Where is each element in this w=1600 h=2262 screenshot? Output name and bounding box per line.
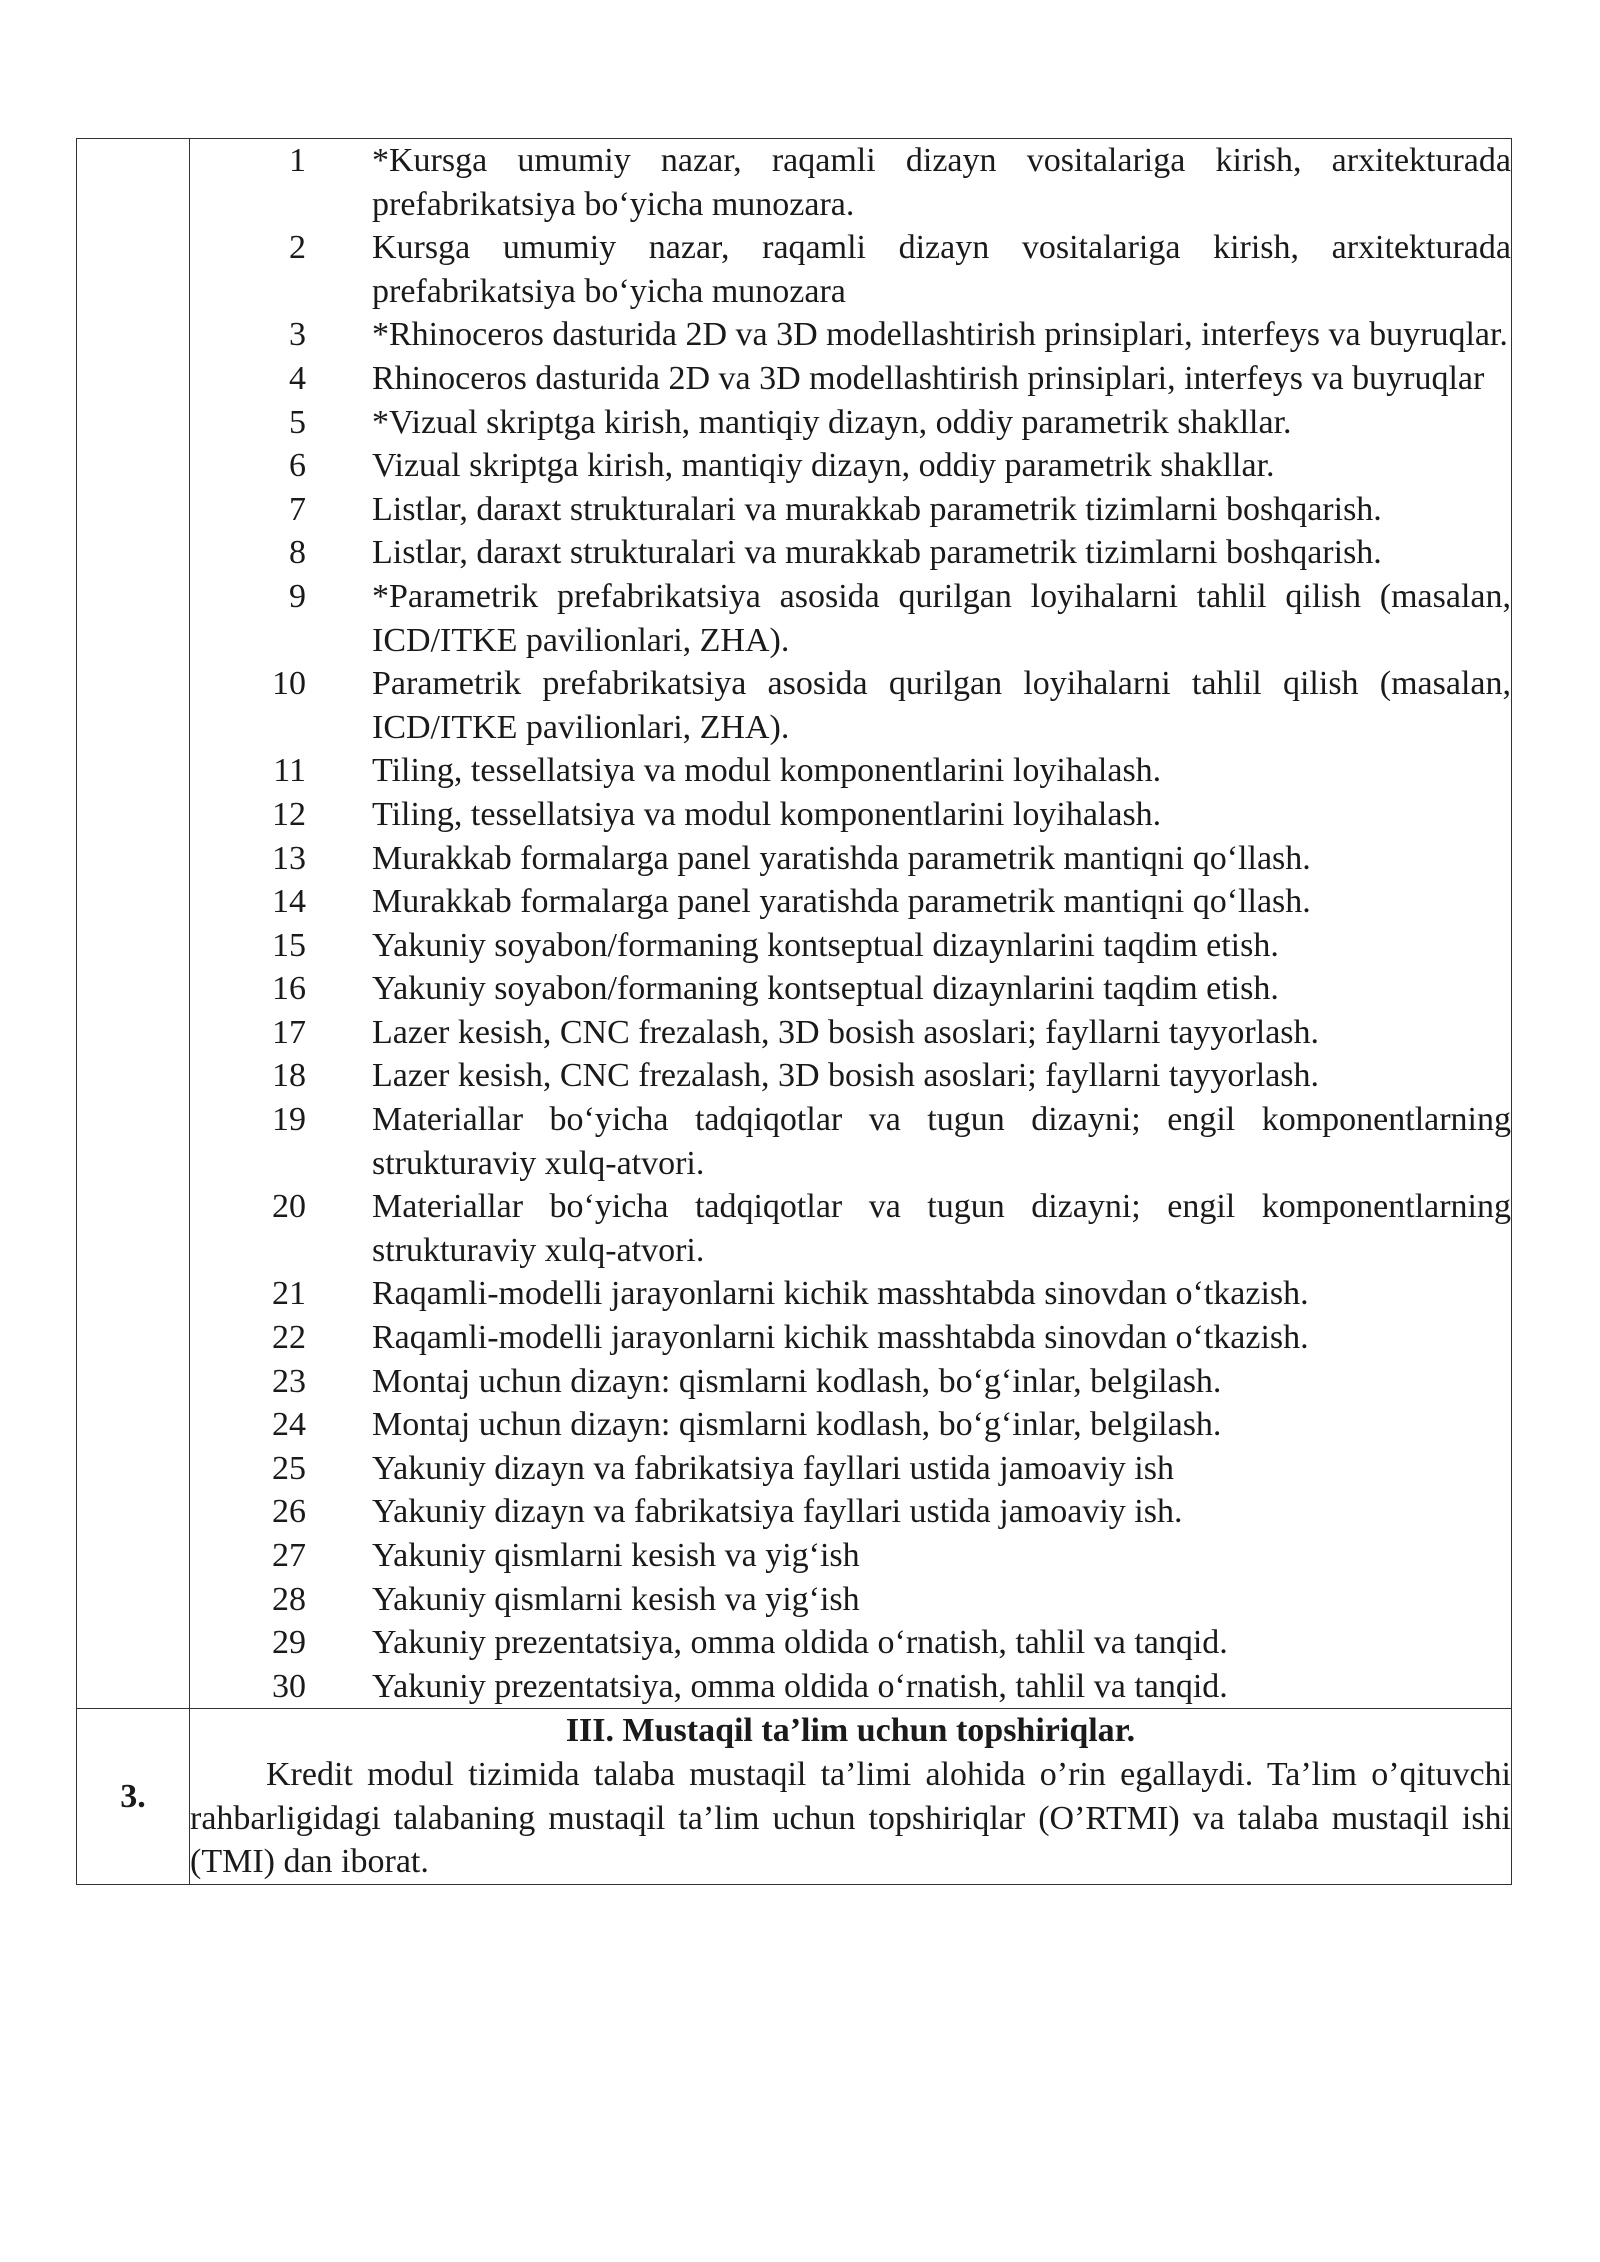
topic-row: [190, 662, 1511, 749]
topic-number: 5: [289, 403, 306, 441]
topic-row: [190, 749, 1511, 793]
topic-text: Yakuniy qismlarni kesish va yig‘ish: [372, 1537, 860, 1574]
topic-row: [190, 1098, 1511, 1185]
topic-row: [190, 1185, 1511, 1272]
section-paragraph: Kredit modul tizimida talaba mustaqil ta’limi alohida o’rin egallaydi. Ta’lim o’qituvchi rahbarligidagi talabaning mustaqil ta’lim uchun topshiriqlar (O’RTMI) va talaba mustaqil ishi (TMI) dan iborat.: [190, 1755, 1511, 1881]
topics-table-row: [77, 139, 1512, 1709]
topic-number: 16: [272, 970, 306, 1008]
topic-text: Yakuniy qismlarni kesish va yig‘ish: [372, 1580, 860, 1618]
topic-text: Yakuniy soyabon/formaning kontseptual dizaynlarini taqdim etish.: [372, 926, 1279, 964]
topic-text: Yakuniy dizayn va fabrikatsiya fayllari ustida jamoaviy ish.: [372, 1493, 1183, 1531]
topic-number: 14: [272, 883, 306, 921]
topic-row: [190, 226, 1511, 313]
topic-row: [190, 1360, 1511, 1404]
section-number: 3.: [77, 1709, 190, 1884]
topic-number: 3: [289, 316, 306, 354]
topic-number: 30: [272, 1667, 306, 1705]
section-3-row: [77, 1709, 1512, 1884]
topic-row: [190, 967, 1511, 1011]
topic-row: [190, 575, 1511, 662]
topic-number: 10: [272, 665, 306, 703]
topic-number: 8: [289, 534, 306, 572]
topic-number: 17: [272, 1013, 306, 1051]
topic-row: [190, 1447, 1511, 1491]
topic-row: [190, 401, 1511, 445]
topic-row: [190, 1272, 1511, 1316]
topic-text: Parametrik prefabrikatsiya asosida qurilgan loyihalarni tahlil qilish (masalan, ICD/ITKE pavilionlari, ZHA).: [372, 665, 1511, 746]
topic-text: Kursga umumiy nazar, raqamli dizayn vositalariga kirish, arxitekturada prefabrikatsiya bo‘yicha munozara: [372, 229, 1511, 310]
syllabus-table: [76, 138, 1512, 1885]
topic-row: [190, 1621, 1511, 1665]
topic-row: [190, 444, 1511, 488]
topic-row: [190, 837, 1511, 881]
topic-number: 1: [289, 142, 306, 179]
topic-row: [190, 793, 1511, 837]
topic-number: 27: [272, 1537, 306, 1574]
topic-number: 11: [273, 752, 306, 790]
topic-text: *Vizual skriptga kirish, mantiqiy dizayn, oddiy parametrik shakllar.: [372, 403, 1292, 441]
topic-text: Murakkab formalarga panel yaratishda parametrik mantiqni qo‘llash.: [372, 883, 1311, 921]
topic-number: 12: [272, 795, 306, 833]
empty-number-cell: [77, 139, 190, 1709]
topic-text: Vizual skriptga kirish, mantiqiy dizayn, oddiy parametrik shakllar.: [372, 447, 1275, 485]
topic-text: Tiling, tessellatsiya va modul komponentlarini loyihalash.: [372, 752, 1162, 790]
topic-text: Montaj uchun dizayn: qismlarni kodlash, bo‘g‘inlar, belgilash.: [372, 1406, 1222, 1444]
topic-number: 22: [272, 1319, 306, 1357]
topic-text: Murakkab formalarga panel yaratishda parametrik mantiqni qo‘llash.: [372, 839, 1311, 877]
topic-row: [190, 313, 1511, 357]
topic-row: [190, 1316, 1511, 1360]
topic-text: Yakuniy prezentatsiya, omma oldida o‘rnatish, tahlil va tanqid.: [372, 1667, 1228, 1705]
topic-text: Materiallar bo‘yicha tadqiqotlar va tugun dizayni; engil komponentlarning strukturaviy xulq-atvori.: [372, 1101, 1511, 1182]
topic-text: Yakuniy soyabon/formaning kontseptual dizaynlarini taqdim etish.: [372, 970, 1279, 1008]
topic-number: 26: [272, 1493, 306, 1531]
topic-text: Listlar, daraxt strukturalari va murakkab parametrik tizimlarni boshqarish.: [372, 490, 1382, 528]
topics-cell: [190, 139, 1512, 1709]
topic-row: [190, 531, 1511, 575]
topic-number: 6: [289, 447, 306, 485]
topic-text: Yakuniy dizayn va fabrikatsiya fayllari ustida jamoaviy ish: [372, 1449, 1174, 1487]
topic-number: 2: [289, 229, 306, 267]
topic-text: Materiallar bo‘yicha tadqiqotlar va tugun dizayni; engil komponentlarning strukturaviy xulq-atvori.: [372, 1188, 1511, 1269]
topic-number: 23: [272, 1362, 306, 1400]
topic-number: 20: [272, 1188, 306, 1226]
topic-row: [190, 357, 1511, 401]
topic-number: 9: [289, 577, 306, 615]
topic-row: [190, 924, 1511, 968]
topic-text: Raqamli-modelli jarayonlarni kichik masshtabda sinovdan o‘tkazish.: [372, 1275, 1309, 1313]
topic-number: 4: [289, 359, 306, 397]
topic-text: *Kursga umumiy nazar, raqamli dizayn vositalariga kirish, arxitekturada prefabrikatsiya bo‘yicha munozara.: [372, 142, 1511, 223]
topic-number: 21: [272, 1275, 306, 1313]
topic-text: *Rhinoceros dasturida 2D va 3D modellashtirish prinsiplari, interfeys va buyruqlar.: [372, 316, 1508, 354]
topic-row: [190, 139, 1511, 226]
topic-list: [190, 139, 1511, 1708]
section-3-content: [190, 1709, 1512, 1884]
topic-text: Montaj uchun dizayn: qismlarni kodlash, bo‘g‘inlar, belgilash.: [372, 1362, 1222, 1400]
topic-row: [190, 1665, 1511, 1709]
topic-text: Tiling, tessellatsiya va modul komponentlarini loyihalash.: [372, 795, 1162, 833]
topic-row: [190, 1403, 1511, 1447]
topic-text: Rhinoceros dasturida 2D va 3D modellashtirish prinsiplari, interfeys va buyruqlar: [372, 359, 1485, 397]
topic-number: 19: [272, 1101, 306, 1139]
topic-text: Lazer kesish, CNC frezalash, 3D bosish asoslari; fayllarni tayyorlash.: [372, 1057, 1320, 1095]
topic-row: [190, 1534, 1511, 1578]
topic-number: 15: [272, 926, 306, 964]
topic-row: [190, 880, 1511, 924]
topic-number: 18: [272, 1057, 306, 1095]
topic-row: [190, 488, 1511, 532]
topic-text: Lazer kesish, CNC frezalash, 3D bosish asoslari; fayllarni tayyorlash.: [372, 1013, 1320, 1051]
topic-number: 28: [272, 1580, 306, 1618]
topic-number: 29: [272, 1624, 306, 1662]
topic-number: 7: [289, 490, 306, 528]
topic-row: [190, 1054, 1511, 1098]
topic-text: Yakuniy prezentatsiya, omma oldida o‘rnatish, tahlil va tanqid.: [372, 1624, 1228, 1662]
section-heading: III. Mustaqil ta’lim uchun topshiriqlar.: [565, 1712, 1136, 1750]
topic-text: Listlar, daraxt strukturalari va murakkab parametrik tizimlarni boshqarish.: [372, 534, 1382, 572]
topic-number: 25: [272, 1449, 306, 1487]
topic-text: *Parametrik prefabrikatsiya asosida qurilgan loyihalarni tahlil qilish (masalan, ICD/ITKE pavilionlari, ZHA).: [372, 577, 1511, 659]
topic-row: [190, 1578, 1511, 1622]
topic-number: 13: [272, 839, 306, 877]
topic-text: Raqamli-modelli jarayonlarni kichik masshtabda sinovdan o‘tkazish.: [372, 1319, 1309, 1357]
topic-row: [190, 1490, 1511, 1534]
topic-number: 24: [272, 1406, 306, 1444]
topic-row: [190, 1011, 1511, 1055]
